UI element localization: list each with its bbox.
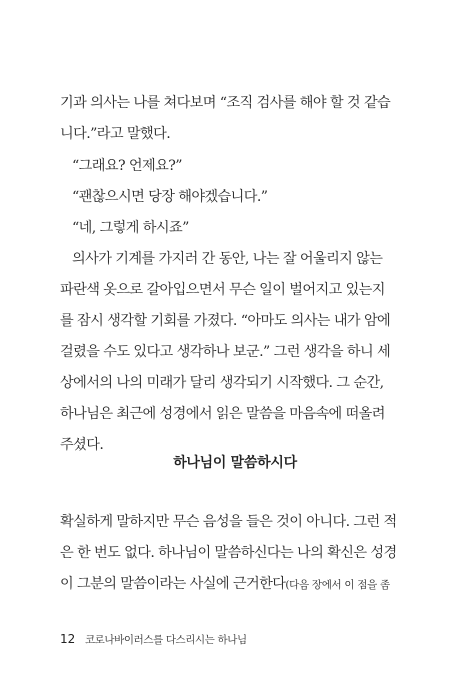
body-line: 하나님은 최근에 성경에서 읽은 말씀을 마음속에 떠올려 — [60, 406, 385, 422]
body-line: 주셨다. — [60, 437, 104, 453]
dialogue-line: “네, 그렇게 하시죠” — [72, 220, 189, 236]
small-note: (다음 장에서 이 점을 좀 — [285, 579, 390, 591]
body-line: 기과 의사는 나를 쳐다보며 “조직 검사를 해야 할 것 같습 — [60, 95, 391, 111]
dialogue-line: “그래요? 언제요?” — [72, 158, 182, 174]
section-heading: 하나님이 말씀하시다 — [173, 455, 297, 471]
body-line: 니다.”라고 말했다. — [60, 126, 171, 142]
page-footer — [60, 632, 247, 647]
body-line: 걸렸을 수도 있다고 생각하나 보군.” 그런 생각을 하니 세 — [60, 344, 391, 360]
body-line: 상에서의 나의 미래가 달리 생각되기 시작했다. 그 순간, — [60, 375, 384, 391]
dialogue-line: “괜찮으시면 당장 해야겠습니다.” — [72, 189, 268, 205]
page-number: 12 — [60, 632, 76, 646]
body-line: 의사가 기계를 가지러 간 동안, 나는 잘 어울리지 않는 — [72, 251, 383, 267]
body-line: 파란색 옷으로 갈아입으면서 무슨 일이 벌어지고 있는지 — [60, 282, 385, 298]
body-line — [60, 573, 410, 596]
body-line: 은 한 번도 없다. 하나님이 말씀하신다는 나의 확신은 성경 — [60, 545, 397, 561]
body-line-text: 이 그분의 말씀이라는 사실에 근거한다 — [60, 576, 286, 592]
body-line: 확실하게 말하지만 무슨 음성을 들은 것이 아니다. 그런 적 — [60, 514, 397, 530]
book-title: 코로나바이러스를 다스리시는 하나님 — [84, 634, 247, 646]
body-line: 를 잠시 생각할 기회를 가졌다. “아마도 의사는 내가 암에 — [60, 313, 391, 329]
